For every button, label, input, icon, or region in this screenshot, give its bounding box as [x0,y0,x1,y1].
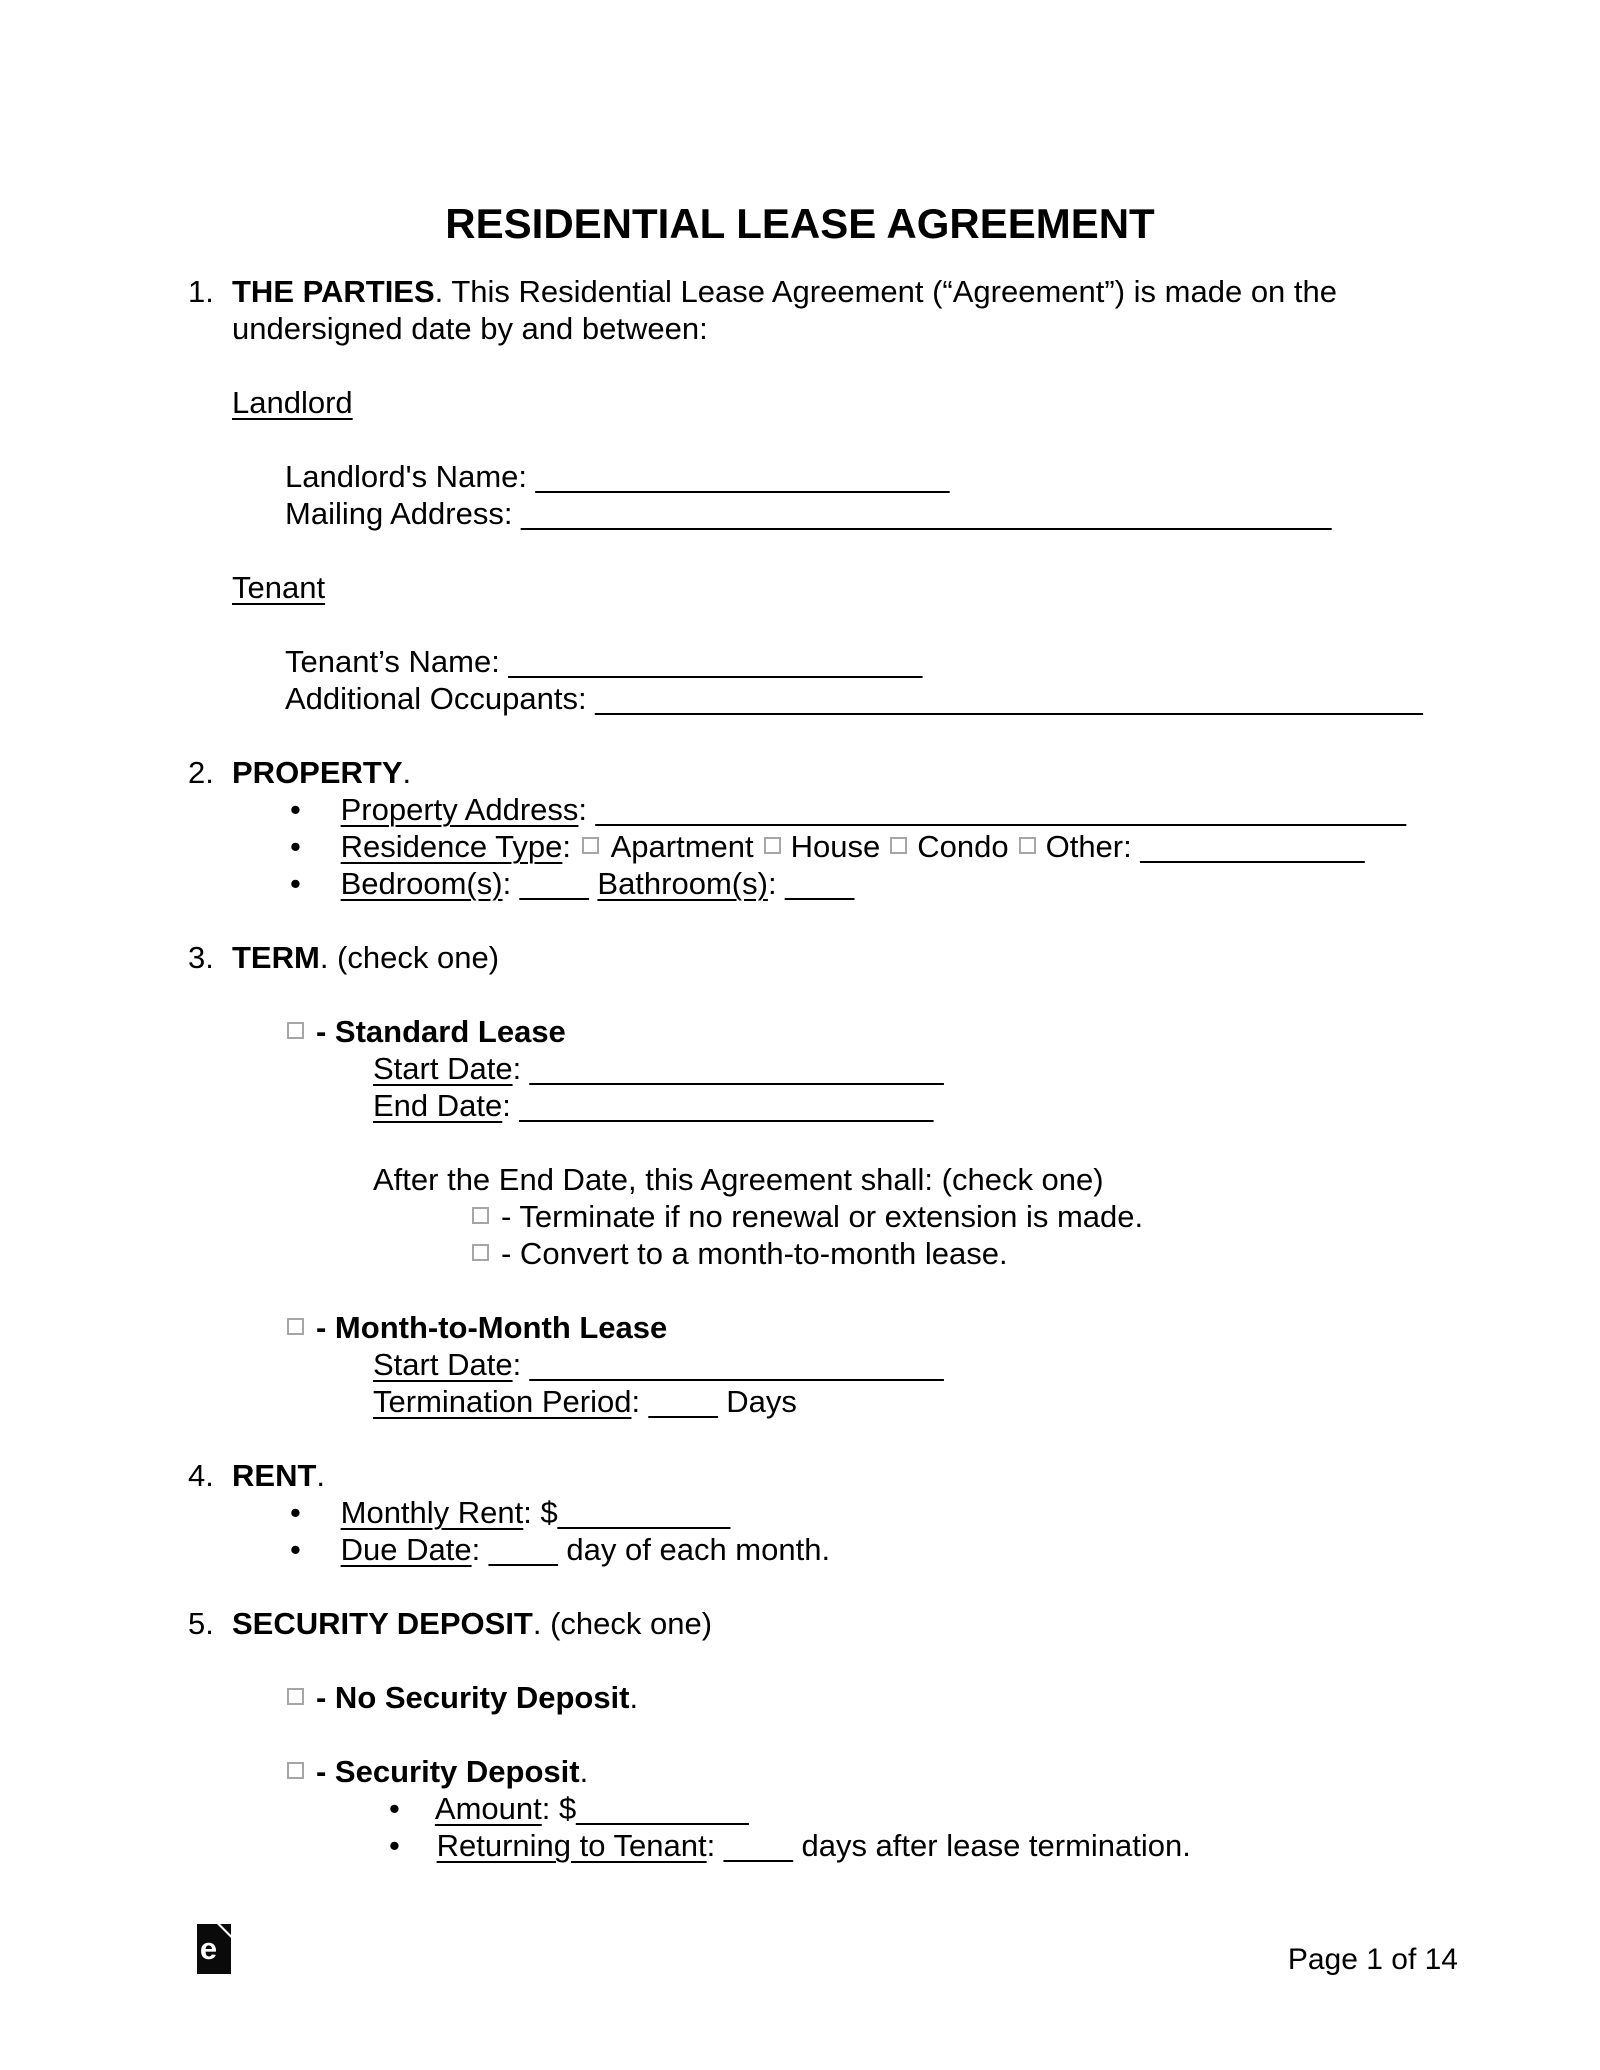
section-3-text: . (check one) [319,940,500,975]
standard-start-date-label: Start Date [373,1051,513,1086]
tenant-name-blank[interactable]: ________________________ [508,644,923,679]
residence-type-label: Residence Type [340,829,563,864]
other-residence-checkbox[interactable] [1019,837,1036,854]
section-5-number: 5. [188,1606,214,1641]
mailing-address-colon: : [503,496,522,531]
convert-checkbox[interactable] [472,1244,489,1261]
page-title: RESIDENTIAL LEASE AGREEMENT [445,200,1155,247]
bathrooms-label: Bathroom(s) [597,866,768,901]
section-4-heading: RENT [232,1458,317,1493]
termination-period-colon: : [631,1384,649,1419]
after-end-date-text: After the End Date, this Agreement shall: (check one) [373,1162,1104,1197]
standard-start-date-blank[interactable]: ________________________ [529,1051,944,1086]
termination-period-label: Termination Period [373,1384,632,1419]
termination-period-suffix: Days [717,1384,797,1419]
page-number: Page 1 of 14 [1287,1943,1458,1976]
landlord-name-blank[interactable]: ________________________ [535,459,950,494]
apartment-label: Apartment [610,829,754,864]
property-address-label: Property Address [340,792,579,827]
additional-occupants-label: Additional Occupants [285,681,578,716]
section-1-heading: THE PARTIES [232,274,435,309]
standard-start-date-colon: : [512,1051,530,1086]
residence-type-item [290,828,1600,865]
section-5-heading: SECURITY DEPOSIT [232,1606,533,1641]
bathrooms-blank[interactable]: ____ [785,866,855,901]
deposit-amount-item [389,1790,1600,1827]
standard-end-date-colon: : [502,1088,520,1123]
mailing-address-blank[interactable]: _______________________________________________ [521,496,1332,531]
deposit-amount-label: Amount [434,1791,542,1826]
m2m-start-date-field [373,1346,1600,1383]
property-address-blank[interactable]: _______________________________________________ [595,792,1406,827]
bathrooms-colon: : [767,866,786,901]
section-4-period: . [316,1458,326,1493]
standard-end-date-field [373,1087,1600,1124]
section-2-heading: PROPERTY [232,755,403,790]
m2m-start-date-label: Start Date [373,1347,513,1382]
standard-lease-option [285,1013,1600,1050]
standard-end-date-blank[interactable]: ________________________ [519,1088,934,1123]
other-residence-label: Other: [1045,829,1132,864]
due-date-suffix: day of each month. [557,1532,831,1567]
section-2-property [0,754,1600,791]
eforms-logo [197,1924,231,1974]
m2m-start-date-blank[interactable]: ________________________ [529,1347,944,1382]
section-3-term [0,939,1600,976]
tenant-heading: Tenant [232,570,326,605]
no-security-deposit-label: - No Security Deposit [316,1680,630,1715]
mailing-address-field [285,495,1600,532]
section-1-text: . This Residential Lease Agreement (“Agreement”) is made on the undersigned date by and between: [232,274,1338,346]
bedrooms-blank[interactable]: ____ [519,866,589,901]
terminate-label: - Terminate if no renewal or extension is made. [501,1199,1144,1234]
additional-occupants-field [285,680,1600,717]
returning-to-tenant-blank[interactable]: ____ [723,1828,793,1863]
property-address-colon: : [578,792,596,827]
property-address-item [290,791,1600,828]
standard-end-date-label: End Date [373,1088,503,1123]
section-3-heading: TERM [232,940,320,975]
bedrooms-bathrooms-item [290,865,1600,902]
tenant-name-field [285,643,1600,680]
tenant-name-colon: : [491,644,509,679]
section-5-text: . (check one) [532,1606,713,1641]
security-deposit-period: . [579,1754,589,1789]
deposit-amount-blank[interactable]: __________ [576,1791,749,1826]
landlord-name-label: Landlord's Name [285,459,519,494]
month-to-month-label: - Month-to-Month Lease [316,1310,668,1345]
standard-start-date-field [373,1050,1600,1087]
mailing-address-label: Mailing Address [285,496,504,531]
house-checkbox[interactable] [764,837,781,854]
due-date-colon: : [471,1532,489,1567]
returning-to-tenant-item [389,1827,1600,1864]
no-security-deposit-option [285,1679,1600,1716]
no-security-deposit-checkbox[interactable] [287,1688,304,1705]
section-5-security-deposit [0,1605,1600,1642]
apartment-checkbox[interactable] [582,837,599,854]
standard-lease-checkbox[interactable] [287,1022,304,1039]
landlord-heading: Landlord [232,385,353,420]
returning-to-tenant-suffix: days after lease termination. [792,1828,1191,1863]
returning-to-tenant-colon: : [706,1828,724,1863]
condo-checkbox[interactable] [890,837,907,854]
landlord-name-field [285,458,1600,495]
section-2-number: 2. [188,755,214,790]
terminate-option [470,1198,1600,1235]
m2m-start-date-colon: : [512,1347,530,1382]
security-deposit-label: - Security Deposit [316,1754,580,1789]
landlord-heading-row [232,384,1600,421]
termination-period-blank[interactable]: ____ [648,1384,718,1419]
month-to-month-option [285,1309,1600,1346]
month-to-month-checkbox[interactable] [287,1318,304,1335]
condo-label: Condo [917,829,1009,864]
convert-label: - Convert to a month-to-month lease. [501,1236,1008,1271]
section-2-period: . [402,755,412,790]
additional-occupants-blank[interactable]: ________________________________________________ [595,681,1423,716]
residence-type-colon: : [562,829,580,864]
monthly-rent-label: Monthly Rent [340,1495,524,1530]
terminate-checkbox[interactable] [472,1207,489,1224]
returning-to-tenant-label: Returning to Tenant [436,1828,707,1863]
no-security-deposit-period: . [629,1680,639,1715]
bedrooms-label: Bedroom(s) [340,866,503,901]
section-4-rent [0,1457,1600,1494]
section-1-number: 1. [188,274,214,309]
monthly-rent-blank[interactable]: __________ [557,1495,731,1530]
bedrooms-colon: : [502,866,520,901]
convert-option [470,1235,1600,1272]
logo-letter: e [199,1931,218,1966]
termination-period-field [373,1383,1600,1420]
tenant-name-label: Tenant’s Name [285,644,492,679]
monthly-rent-item [290,1494,1600,1531]
tenant-heading-row [232,569,1600,606]
monthly-rent-colon: : $ [523,1495,558,1530]
landlord-name-colon: : [518,459,536,494]
section-4-number: 4. [188,1458,214,1493]
section-1-parties [0,273,1432,347]
due-date-blank[interactable]: ____ [488,1532,558,1567]
deposit-amount-colon: : $ [541,1791,577,1826]
security-deposit-checkbox[interactable] [287,1762,304,1779]
due-date-label: Due Date [340,1532,472,1567]
section-3-number: 3. [188,940,214,975]
additional-occupants-colon: : [577,681,596,716]
standard-lease-label: - Standard Lease [316,1014,566,1049]
security-deposit-option [285,1753,1600,1790]
house-label: House [790,829,881,864]
other-residence-blank[interactable]: _____________ [1140,829,1365,864]
due-date-item [290,1531,1600,1568]
